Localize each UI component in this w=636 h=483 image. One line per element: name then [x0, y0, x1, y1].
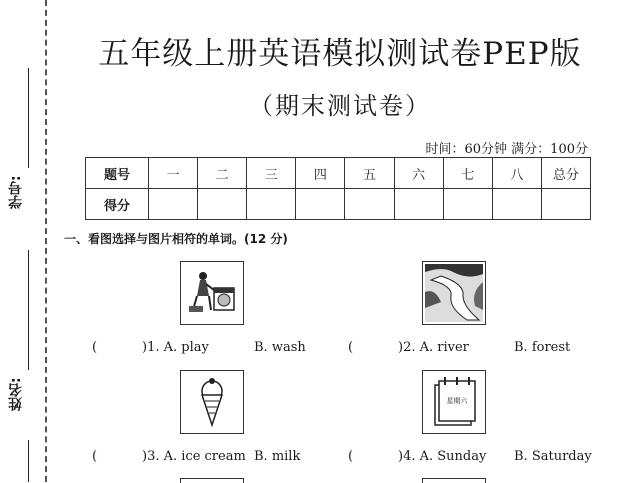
score-cell[interactable] — [296, 189, 345, 220]
table-cell: 四 — [296, 158, 345, 189]
score-cell[interactable] — [345, 189, 394, 220]
answer-paren[interactable]: ( — [92, 449, 98, 464]
river-icon — [422, 261, 486, 325]
binding-margin-line — [45, 0, 47, 482]
option-a: )4. A. Sunday — [398, 449, 487, 464]
table-cell: 一 — [149, 158, 198, 189]
table-cell: 得分 — [86, 189, 149, 220]
score-cell[interactable] — [198, 189, 247, 220]
page-title: 五年级上册英语模拟测试卷PEP版 — [98, 36, 582, 72]
score-table-score-row — [86, 189, 591, 220]
table-cell: 六 — [394, 158, 443, 189]
score-cell[interactable] — [394, 189, 443, 220]
score-cell[interactable] — [247, 189, 296, 220]
score-cell[interactable] — [443, 189, 492, 220]
option-b: B. milk — [254, 449, 301, 464]
option-b: B. Saturday — [514, 449, 592, 464]
question-row — [92, 340, 612, 358]
time-info: 时间：60分钟 满分：100分 — [425, 142, 588, 157]
table-cell: 总分 — [541, 158, 590, 189]
option-a: )3. A. ice cream — [142, 449, 246, 464]
option-a: )1. A. play — [142, 340, 209, 355]
option-a: )2. A. river — [398, 340, 469, 355]
washing-clothes-icon — [180, 261, 244, 325]
next-picture-frame — [180, 478, 244, 483]
student-id-blank — [28, 68, 29, 168]
score-table — [85, 157, 591, 220]
next-picture-frame — [422, 478, 486, 483]
name-label: 姓名: — [8, 377, 24, 411]
table-cell: 题号 — [86, 158, 149, 189]
score-cell[interactable] — [541, 189, 590, 220]
ice-cream-icon — [180, 370, 244, 434]
calendar-icon — [422, 370, 486, 434]
section-heading: 一、看图选择与图片相符的单词。(12 分) — [64, 232, 288, 246]
option-b: B. forest — [514, 340, 571, 355]
score-table-header-row — [86, 158, 591, 189]
answer-paren[interactable]: ( — [348, 340, 354, 355]
class-blank — [28, 440, 29, 482]
table-cell: 七 — [443, 158, 492, 189]
table-cell: 二 — [198, 158, 247, 189]
table-cell: 五 — [345, 158, 394, 189]
calendar-day-text: 星期六 — [446, 397, 468, 405]
table-cell: 三 — [247, 158, 296, 189]
answer-paren[interactable]: ( — [348, 449, 354, 464]
score-cell[interactable] — [492, 189, 541, 220]
page-subtitle: （期末测试卷） — [249, 92, 431, 120]
student-id-label: 学号: — [8, 175, 24, 209]
table-cell: 八 — [492, 158, 541, 189]
name-blank — [28, 250, 29, 370]
option-b: B. wash — [254, 340, 306, 355]
question-row — [92, 449, 612, 467]
score-cell[interactable] — [149, 189, 198, 220]
answer-paren[interactable]: ( — [92, 340, 98, 355]
